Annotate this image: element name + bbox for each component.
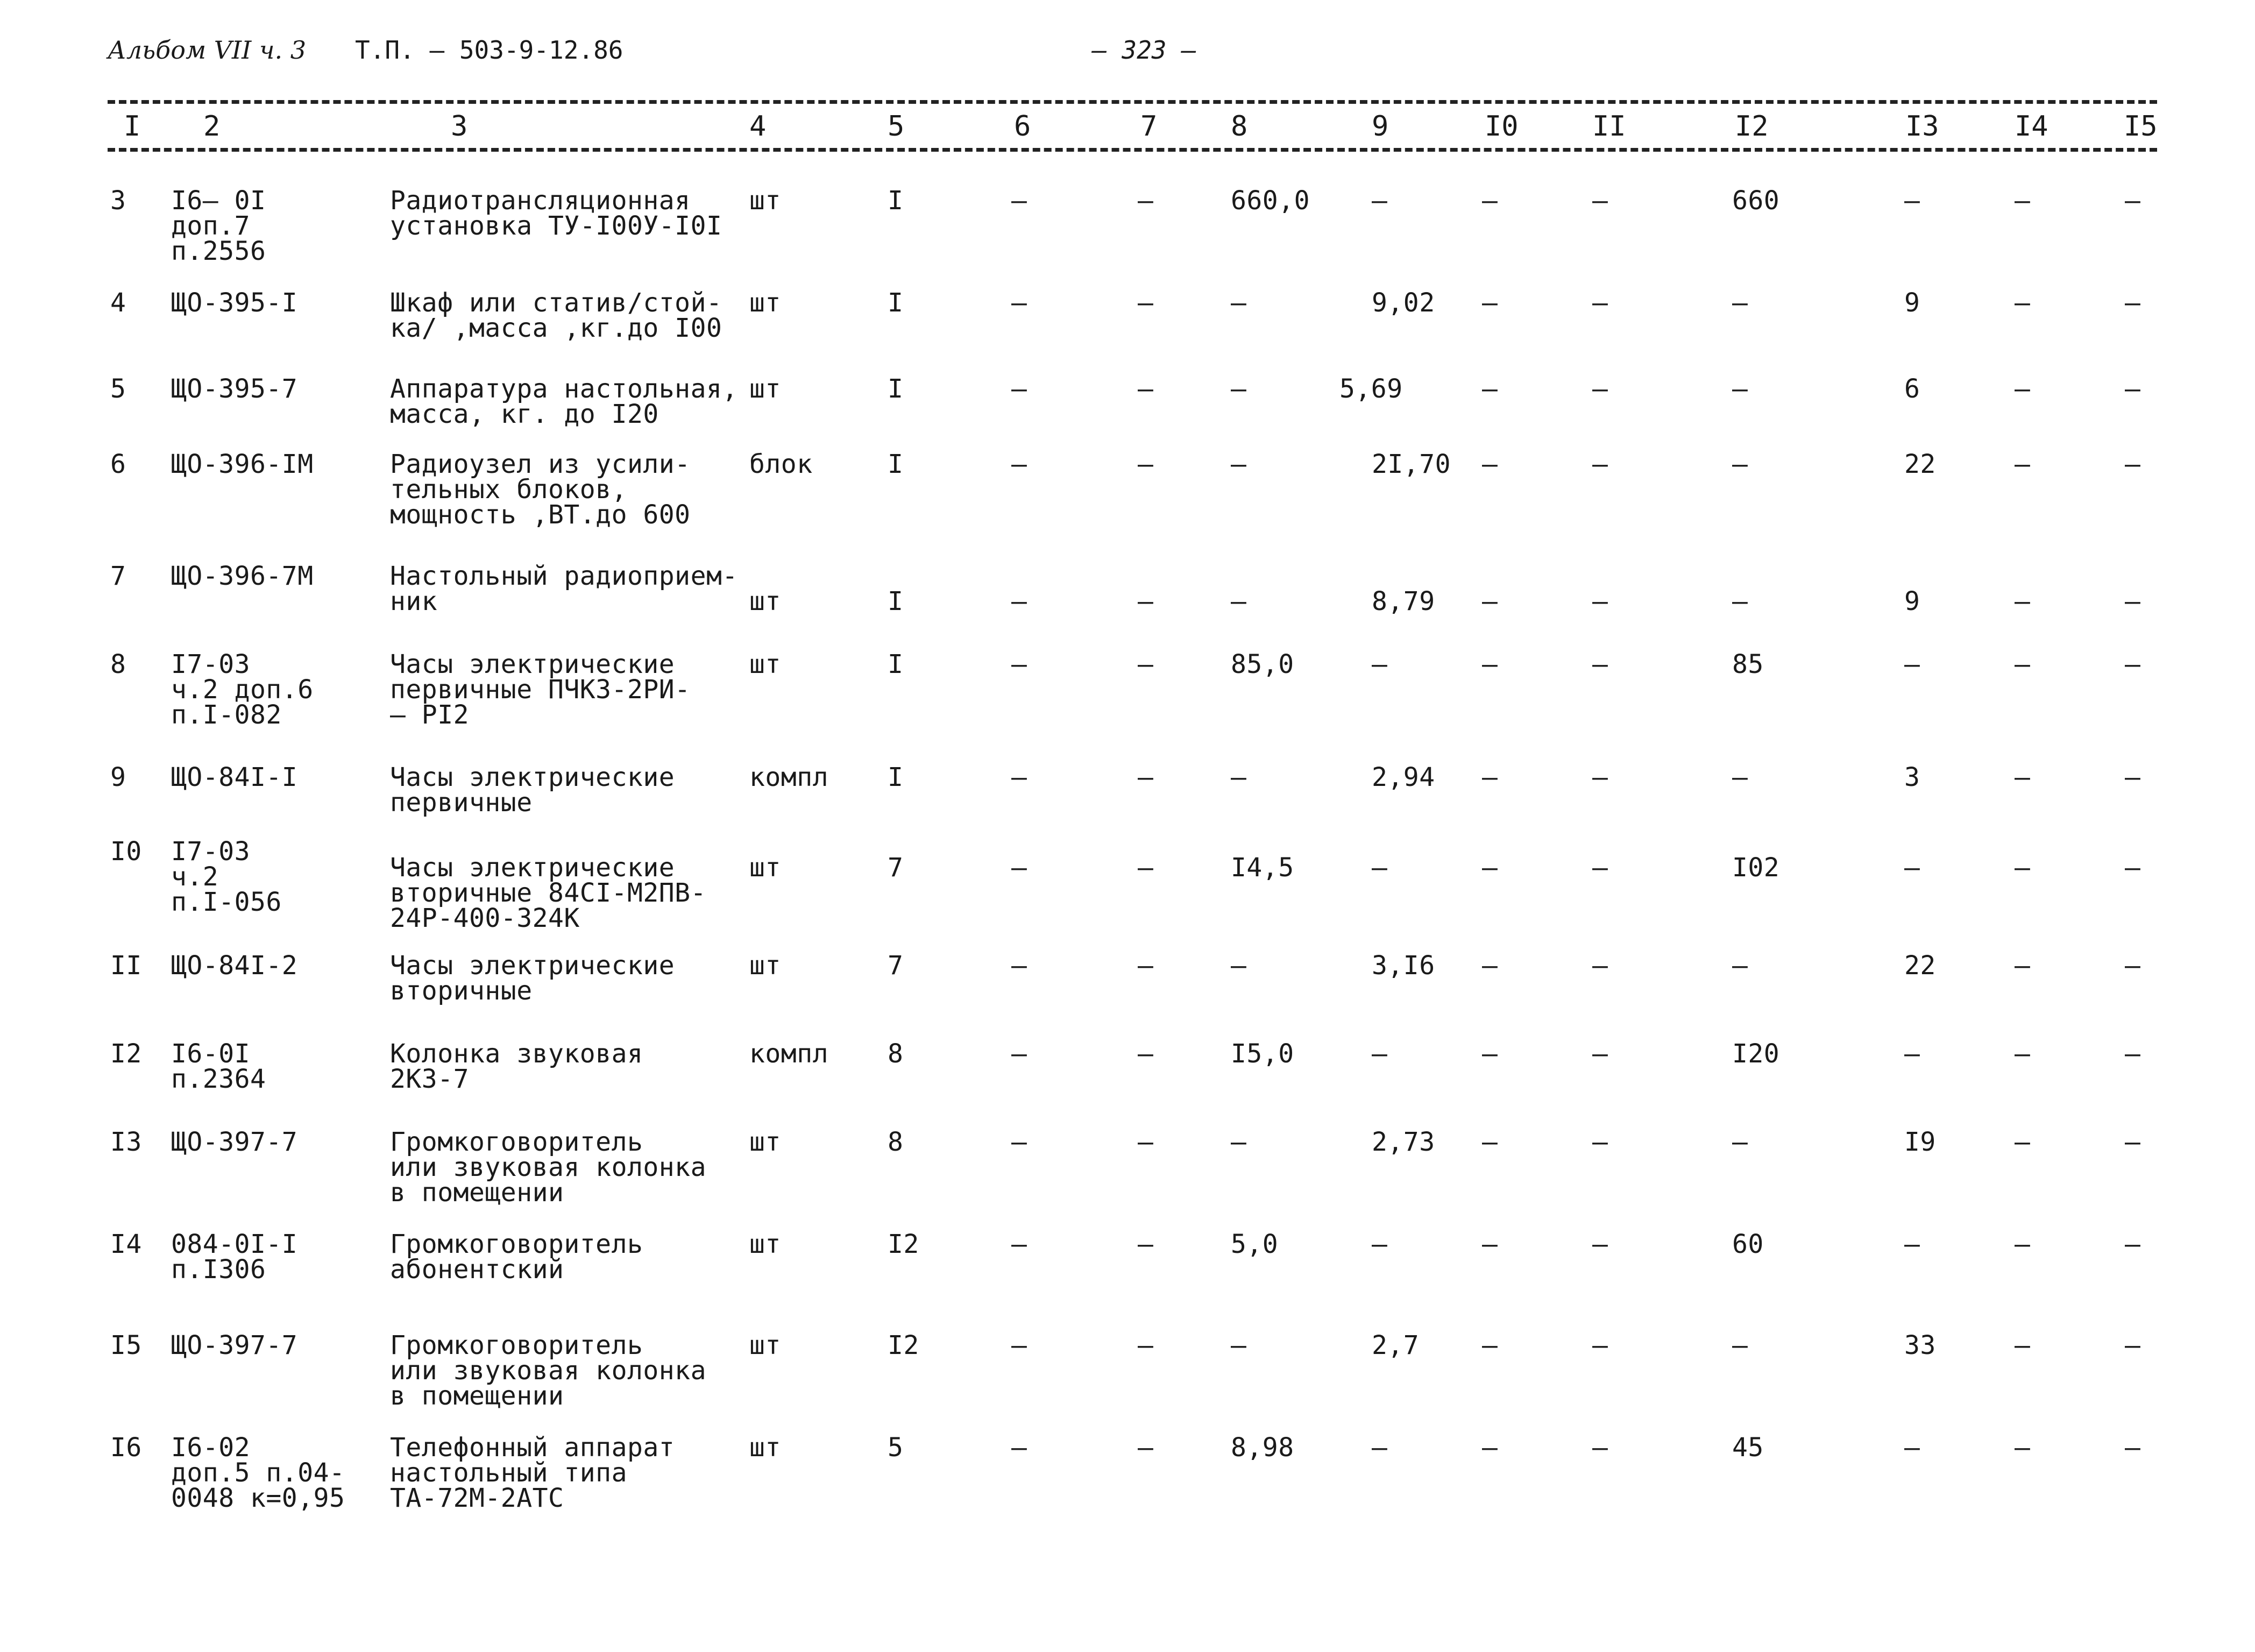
value-cell: 660 — [1732, 186, 1780, 216]
value-cell: – — [1372, 1229, 1388, 1259]
value-cell: 85 — [1732, 649, 1764, 679]
code-cell: ЩО-397-7 — [171, 1127, 298, 1157]
value-cell: – — [1592, 449, 1608, 479]
row-number: I0 — [110, 836, 142, 867]
unit-cell: шт — [749, 853, 781, 883]
column-number: I5 — [2124, 110, 2158, 143]
column-number: I0 — [1485, 110, 1519, 143]
value-cell: 8,98 — [1231, 1433, 1294, 1463]
value-cell: 5,0 — [1231, 1229, 1279, 1259]
row-number: 7 — [110, 561, 126, 591]
name-cell: Шкаф или статив/стой- ка/ ,масса ,кг.до I00 — [390, 288, 722, 343]
column-number: I — [124, 110, 141, 143]
unit-cell: компл — [749, 762, 828, 792]
row-number: I6 — [110, 1433, 142, 1463]
qty-cell: I — [888, 586, 904, 616]
value-cell: – — [1732, 1330, 1748, 1360]
value-cell: – — [1372, 1039, 1388, 1069]
value-cell: I20 — [1732, 1039, 1780, 1069]
value-cell: – — [1231, 374, 1247, 404]
value-cell: – — [1011, 586, 1027, 616]
value-cell: – — [1592, 1127, 1608, 1157]
unit-cell: шт — [749, 586, 781, 616]
value-cell: – — [1372, 649, 1388, 679]
value-cell: – — [1372, 853, 1388, 883]
value-cell: – — [1592, 586, 1608, 616]
value-cell: 3 — [1904, 762, 1920, 792]
name-cell: Часы электрические первичные ПЧКЗ-2РИ- – PI2 — [390, 649, 691, 730]
value-cell: 3,I6 — [1372, 951, 1435, 981]
value-cell: – — [1592, 1330, 1608, 1360]
column-number: I4 — [2015, 110, 2048, 143]
value-cell: – — [1904, 1039, 1920, 1069]
value-cell: – — [1138, 1127, 1154, 1157]
value-cell: 9 — [1904, 586, 1920, 616]
value-cell: – — [1732, 762, 1748, 792]
value-cell: – — [1482, 1127, 1498, 1157]
value-cell: – — [2125, 853, 2141, 883]
value-cell: – — [2015, 288, 2031, 318]
code-cell: 084-0I-I п.I306 — [171, 1229, 298, 1285]
value-cell: 2I,70 — [1372, 449, 1451, 479]
value-cell: 660,0 — [1231, 186, 1310, 216]
column-number: 5 — [888, 110, 905, 143]
value-cell: – — [1011, 1330, 1027, 1360]
value-cell: – — [1592, 649, 1608, 679]
unit-cell: шт — [749, 951, 781, 981]
value-cell: – — [2125, 288, 2141, 318]
unit-cell: блок — [749, 449, 813, 479]
name-cell: Радиотрансляционная установка ТУ-I00У-I0I — [390, 186, 722, 241]
value-cell: – — [1732, 586, 1748, 616]
value-cell: – — [1011, 186, 1027, 216]
value-cell: 33 — [1904, 1330, 1936, 1360]
name-cell: Громкоговоритель абонентский — [390, 1229, 643, 1285]
value-cell: – — [1482, 586, 1498, 616]
code-cell: ЩО-395-7 — [171, 374, 298, 404]
value-cell: – — [1138, 1229, 1154, 1259]
value-cell: 2,94 — [1372, 762, 1435, 792]
code-cell: I7-03 ч.2 п.I-056 — [171, 836, 282, 917]
value-cell: – — [2015, 1330, 2031, 1360]
value-cell: – — [1231, 1127, 1247, 1157]
unit-cell: шт — [749, 288, 781, 318]
value-cell: – — [1732, 449, 1748, 479]
qty-cell: 5 — [888, 1433, 904, 1463]
value-cell: – — [2125, 1330, 2141, 1360]
value-cell: – — [1138, 449, 1154, 479]
column-number: 7 — [1140, 110, 1158, 143]
value-cell: – — [1482, 762, 1498, 792]
code-cell: I7-03 ч.2 доп.6 п.I-082 — [171, 649, 314, 730]
row-number: 8 — [110, 649, 126, 679]
row-number: II — [110, 951, 142, 981]
value-cell: – — [1592, 1433, 1608, 1463]
code-cell: I6– 0I доп.7 п.2556 — [171, 186, 266, 266]
column-number: 6 — [1014, 110, 1031, 143]
name-cell: Настольный радиоприем- ник — [390, 561, 738, 616]
row-number: I5 — [110, 1330, 142, 1360]
value-cell: – — [1138, 1330, 1154, 1360]
row-number: 3 — [110, 186, 126, 216]
value-cell: – — [1732, 288, 1748, 318]
qty-cell: 8 — [888, 1127, 904, 1157]
code-cell: ЩО-397-7 — [171, 1330, 298, 1360]
value-cell: – — [1231, 762, 1247, 792]
name-cell: Громкоговоритель или звуковая колонка в помещении — [390, 1330, 706, 1411]
row-number: I3 — [110, 1127, 142, 1157]
value-cell: 9,02 — [1372, 288, 1435, 318]
value-cell: – — [1011, 1433, 1027, 1463]
value-cell: – — [1231, 288, 1247, 318]
row-number: 5 — [110, 374, 126, 404]
value-cell: – — [2125, 374, 2141, 404]
value-cell: – — [1904, 186, 1920, 216]
name-cell: Колонка звуковая 2КЗ-7 — [390, 1039, 643, 1094]
name-cell: Аппаратура настольная, масса, кг. до I20 — [390, 374, 738, 429]
value-cell: – — [1904, 853, 1920, 883]
value-cell: – — [2015, 449, 2031, 479]
value-cell: – — [1482, 1330, 1498, 1360]
column-number: I2 — [1735, 110, 1769, 143]
value-cell: – — [2125, 1229, 2141, 1259]
qty-cell: I — [888, 374, 904, 404]
value-cell: – — [1138, 374, 1154, 404]
value-cell: – — [1592, 374, 1608, 404]
value-cell: – — [1482, 186, 1498, 216]
unit-cell: шт — [749, 649, 781, 679]
value-cell: – — [2015, 586, 2031, 616]
unit-cell: шт — [749, 1433, 781, 1463]
code-cell: ЩО-396-IМ — [171, 449, 314, 479]
value-cell: – — [2125, 186, 2141, 216]
row-number: I4 — [110, 1229, 142, 1259]
value-cell: – — [1138, 951, 1154, 981]
qty-cell: I — [888, 762, 904, 792]
value-cell: – — [1592, 762, 1608, 792]
qty-cell: 7 — [888, 853, 904, 883]
code-cell: ЩО-396-7М — [171, 561, 314, 591]
value-cell: – — [1482, 1229, 1498, 1259]
qty-cell: I2 — [888, 1330, 919, 1360]
value-cell: – — [1482, 1433, 1498, 1463]
value-cell: – — [2125, 1433, 2141, 1463]
qty-cell: 8 — [888, 1039, 904, 1069]
value-cell: 5,69 — [1339, 374, 1403, 404]
value-cell: – — [1482, 288, 1498, 318]
column-number: 8 — [1231, 110, 1248, 143]
value-cell: – — [1138, 853, 1154, 883]
value-cell: – — [1592, 288, 1608, 318]
value-cell: – — [1372, 1433, 1388, 1463]
value-cell: I02 — [1732, 853, 1780, 883]
column-number: 2 — [203, 110, 221, 143]
value-cell: – — [1011, 288, 1027, 318]
value-cell: – — [1138, 586, 1154, 616]
value-cell: 6 — [1904, 374, 1920, 404]
value-cell: – — [1904, 1229, 1920, 1259]
code-cell: I6-0I п.2364 — [171, 1039, 266, 1094]
value-cell: – — [1138, 186, 1154, 216]
qty-cell: I — [888, 449, 904, 479]
value-cell: – — [2015, 762, 2031, 792]
unit-cell: шт — [749, 1330, 781, 1360]
value-cell: – — [2015, 853, 2031, 883]
column-number: II — [1592, 110, 1626, 143]
value-cell: – — [2015, 649, 2031, 679]
value-cell: I9 — [1904, 1127, 1936, 1157]
unit-cell: шт — [749, 374, 781, 404]
qty-cell: I2 — [888, 1229, 919, 1259]
column-number: 9 — [1372, 110, 1389, 143]
name-cell: Часы электрические вторичные 84СI-М2ПВ- 24Р-400-324К — [390, 853, 706, 933]
page-number: – 323 – — [1092, 36, 1196, 65]
code-cell: ЩО-84I-2 — [171, 951, 298, 981]
value-cell: – — [2015, 1433, 2031, 1463]
value-cell: – — [1231, 1330, 1247, 1360]
row-number: I2 — [110, 1039, 142, 1069]
value-cell: – — [1011, 951, 1027, 981]
value-cell: – — [2015, 186, 2031, 216]
value-cell: – — [1732, 1127, 1748, 1157]
value-cell: 22 — [1904, 449, 1936, 479]
qty-cell: I — [888, 186, 904, 216]
unit-cell: шт — [749, 1229, 781, 1259]
value-cell: – — [1231, 951, 1247, 981]
value-cell: – — [1138, 762, 1154, 792]
value-cell: – — [2015, 1039, 2031, 1069]
row-number: 4 — [110, 288, 126, 318]
code-cell: ЩО-395-I — [171, 288, 298, 318]
unit-cell: шт — [749, 186, 781, 216]
value-cell: I4,5 — [1231, 853, 1294, 883]
value-cell: – — [1011, 374, 1027, 404]
value-cell: – — [1011, 649, 1027, 679]
unit-cell: компл — [749, 1039, 828, 1069]
value-cell: – — [1482, 649, 1498, 679]
value-cell: – — [1732, 374, 1748, 404]
value-cell: 2,7 — [1372, 1330, 1420, 1360]
value-cell: 8,79 — [1372, 586, 1435, 616]
value-cell: – — [1482, 374, 1498, 404]
name-cell: Громкоговоритель или звуковая колонка в помещении — [390, 1127, 706, 1208]
value-cell: – — [1011, 1127, 1027, 1157]
code-cell: I6-02 доп.5 п.04- 0048 к=0,95 — [171, 1433, 345, 1513]
value-cell: – — [2125, 762, 2141, 792]
value-cell: – — [2125, 586, 2141, 616]
value-cell: – — [1011, 762, 1027, 792]
value-cell: – — [1011, 1229, 1027, 1259]
value-cell: – — [1231, 449, 1247, 479]
project-code: Т.П. – 503-9-12.86 — [355, 36, 623, 65]
value-cell: – — [1904, 1433, 1920, 1463]
value-cell: 2,73 — [1372, 1127, 1435, 1157]
name-cell: Телефонный аппарат настольный типа ТА-72М-2АТС — [390, 1433, 675, 1513]
value-cell: 85,0 — [1231, 649, 1294, 679]
value-cell: – — [2125, 449, 2141, 479]
value-cell: 22 — [1904, 951, 1936, 981]
value-cell: – — [1138, 1433, 1154, 1463]
column-number: I3 — [1905, 110, 1939, 143]
value-cell: – — [1482, 449, 1498, 479]
value-cell: – — [1011, 449, 1027, 479]
album-label: Альбом VII ч. 3 — [108, 36, 307, 65]
value-cell: – — [1231, 586, 1247, 616]
value-cell: – — [2015, 951, 2031, 981]
value-cell: 60 — [1732, 1229, 1764, 1259]
value-cell: 45 — [1732, 1433, 1764, 1463]
value-cell: – — [2125, 951, 2141, 981]
name-cell: Часы электрические вторичные — [390, 951, 675, 1006]
name-cell: Радиоузел из усили- тельных блоков, мощность ,ВТ.до 600 — [390, 449, 691, 530]
qty-cell: 7 — [888, 951, 904, 981]
value-cell: – — [1904, 649, 1920, 679]
value-cell: – — [1482, 951, 1498, 981]
value-cell: – — [2015, 1127, 2031, 1157]
value-cell: I5,0 — [1231, 1039, 1294, 1069]
value-cell: – — [1138, 649, 1154, 679]
value-cell: – — [2125, 649, 2141, 679]
value-cell: – — [2015, 374, 2031, 404]
value-cell: – — [1372, 186, 1388, 216]
qty-cell: I — [888, 288, 904, 318]
code-cell: ЩО-84I-I — [171, 762, 298, 792]
value-cell: – — [1592, 1229, 1608, 1259]
name-cell: Часы электрические первичные — [390, 762, 675, 818]
value-cell: – — [2125, 1039, 2141, 1069]
qty-cell: I — [888, 649, 904, 679]
value-cell: – — [1592, 853, 1608, 883]
value-cell: – — [1592, 951, 1608, 981]
column-number: 3 — [451, 110, 468, 143]
value-cell: – — [1138, 1039, 1154, 1069]
value-cell: 9 — [1904, 288, 1920, 318]
value-cell: – — [1592, 1039, 1608, 1069]
value-cell: – — [2125, 1127, 2141, 1157]
value-cell: – — [1011, 1039, 1027, 1069]
value-cell: – — [1011, 853, 1027, 883]
value-cell: – — [2015, 1229, 2031, 1259]
value-cell: – — [1592, 186, 1608, 216]
value-cell: – — [1732, 951, 1748, 981]
row-number: 9 — [110, 762, 126, 792]
unit-cell: шт — [749, 1127, 781, 1157]
column-number: 4 — [749, 110, 767, 143]
row-number: 6 — [110, 449, 126, 479]
value-cell: – — [1482, 853, 1498, 883]
value-cell: – — [1482, 1039, 1498, 1069]
value-cell: – — [1138, 288, 1154, 318]
